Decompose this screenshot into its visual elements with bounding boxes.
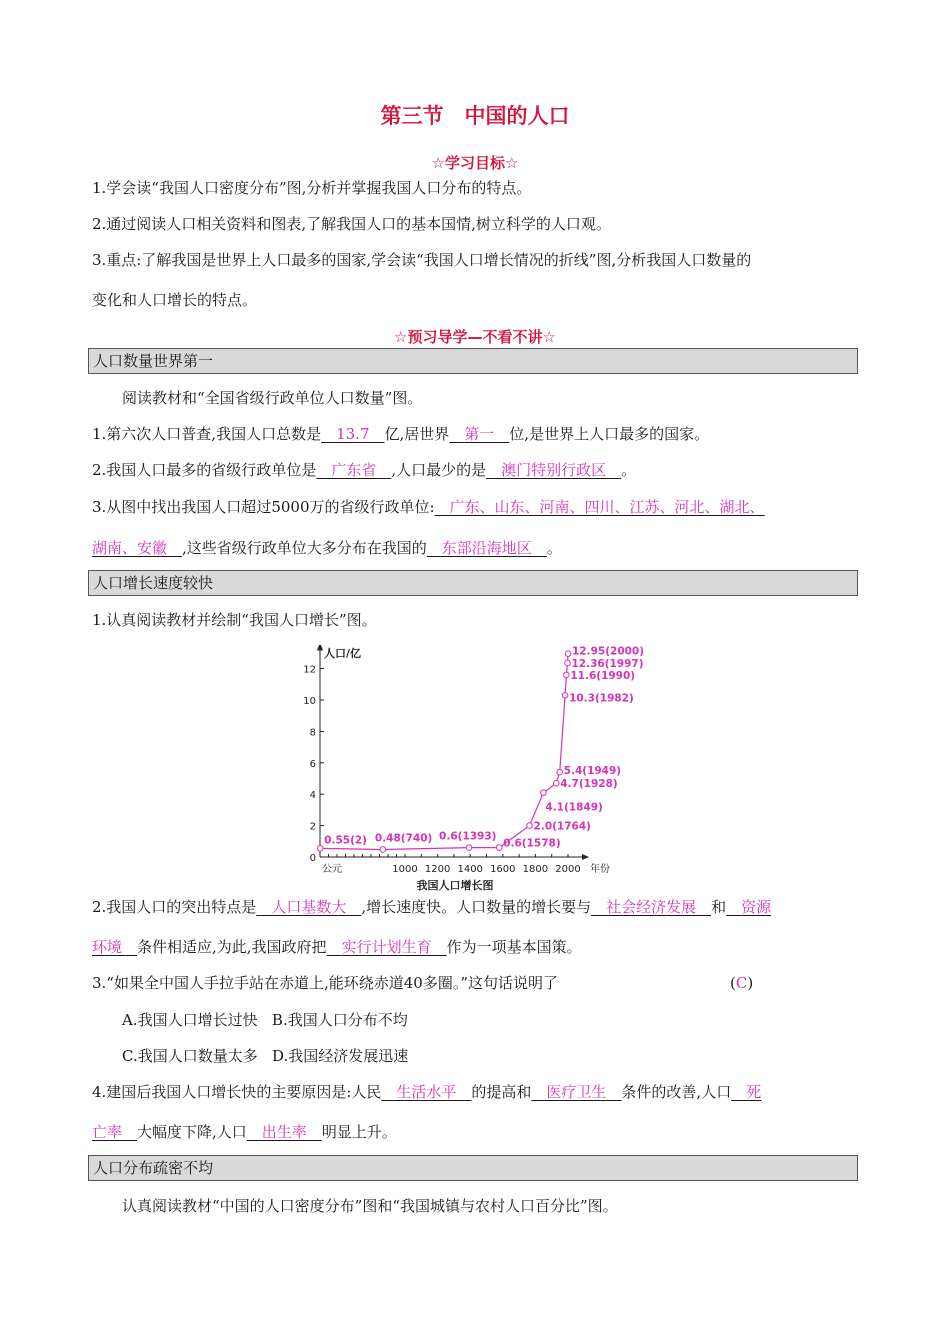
- data-point: [565, 651, 571, 657]
- section2-question-2-cont: [92, 937, 582, 957]
- q-text: ,增长速度快。人口数量的增长要与: [361, 898, 592, 916]
- paren-right: ): [747, 974, 754, 992]
- x-tick-label: 1000: [392, 864, 418, 875]
- answer-blank: 人口基数大: [256, 898, 362, 916]
- section1-question-1: [92, 424, 709, 444]
- answer-blank: 13.7: [321, 425, 385, 443]
- goal-3-cont: 变化和人口增长的特点。: [92, 291, 258, 309]
- y-tick-label: 8: [309, 727, 316, 739]
- section-bar-population-distribution: 人口分布疏密不均: [88, 1155, 858, 1181]
- q-text: 的提高和: [471, 1083, 532, 1101]
- q-text: ,这些省级行政单位大多分布在我国的: [182, 539, 427, 557]
- section1-question-2: [92, 460, 636, 480]
- answer-blank: 广东省: [316, 461, 392, 479]
- section1-question-3: [92, 497, 765, 517]
- data-label: 2.0(1764): [533, 820, 591, 833]
- answer-blank: 广东、山东、河南、四川、江苏、河北、湖北、: [434, 498, 765, 516]
- q-text: 。: [621, 461, 637, 479]
- choice-answer-letter: C: [735, 974, 748, 992]
- data-point: [564, 672, 570, 678]
- answer-blank: 实行计划生育: [326, 938, 447, 956]
- q-text: 2.我国人口最多的省级行政单位是: [92, 461, 317, 479]
- data-label: 12.36(1997): [571, 657, 644, 670]
- data-label: 10.3(1982): [569, 692, 634, 705]
- data-label: 0.48(740): [374, 832, 433, 845]
- y-tick-label: 10: [303, 696, 316, 707]
- answer-blank: 澳门特别行政区: [486, 461, 622, 479]
- x-tick-label: 1800: [522, 864, 549, 875]
- y-axis-label: 人口/亿: [324, 647, 362, 660]
- data-label: 0.55(2): [324, 834, 367, 847]
- data-point: [553, 780, 559, 786]
- y-tick-label: 0: [309, 853, 316, 864]
- section2-question-3: 3.“如果全中国人手拉手站在赤道上,能环绕赤道40多圈。”这句话说明了: [92, 974, 559, 992]
- q-text: 。: [546, 539, 562, 557]
- answer-blank: 东部沿海地区: [426, 539, 547, 557]
- q-text: 亿,居世界: [384, 425, 450, 443]
- section1-question-3-cont: [92, 538, 562, 558]
- option-a: A.我国人口增长过快: [122, 1011, 258, 1029]
- data-label: 4.1(1849): [545, 801, 603, 814]
- q-text: 4.建国后我国人口增长快的主要原因是:人民: [92, 1083, 382, 1101]
- q-text: 大幅度下降,人口: [137, 1123, 247, 1141]
- data-label: 4.7(1928): [560, 778, 618, 791]
- answer-blank: 生活水平: [381, 1083, 472, 1101]
- answer-blank: 死: [731, 1083, 762, 1101]
- q-text: 明显上升。: [321, 1123, 397, 1141]
- answer-blank: 医疗卫生: [531, 1083, 622, 1101]
- answer-blank: 亡率: [92, 1123, 138, 1141]
- paren-left: (: [730, 974, 736, 992]
- x-tick-label: 2000: [555, 864, 581, 875]
- option-row-1: [122, 1010, 408, 1030]
- q-text: 位,是世界上人口最多的国家。: [509, 425, 710, 443]
- x-origin-label: 公元: [322, 864, 342, 875]
- answer-blank: 第一: [449, 425, 510, 443]
- answer-blank: 环境: [92, 938, 138, 956]
- section2-question-1: 1.认真阅读教材并绘制“我国人口增长”图。: [92, 611, 377, 629]
- data-point: [565, 660, 571, 666]
- q-text: 条件的改善,人口: [621, 1083, 732, 1101]
- data-point: [557, 769, 563, 775]
- answer-blank: 出生率: [246, 1123, 322, 1141]
- q-text: ,人口最少的是: [391, 461, 487, 479]
- x-tick-label: 1400: [457, 864, 483, 875]
- goal-1: 1.学会读“我国人口密度分布”图,分析并掌握我国人口分布的特点。: [92, 179, 532, 197]
- y-tick-label: 12: [303, 664, 316, 676]
- section1-intro: 阅读教材和“全国省级行政单位人口数量”图。: [122, 389, 423, 407]
- option-d: D.我国经济发展迅速: [272, 1047, 409, 1065]
- data-label: 12.95(2000): [572, 645, 645, 658]
- choice-answer: [730, 973, 753, 993]
- answer-blank: 资源: [726, 898, 772, 916]
- x-tick-label: 1600: [490, 864, 516, 875]
- section-bar-population-size: 人口数量世界第一: [88, 348, 858, 374]
- preview-heading: ☆预习导学—不看不讲☆: [394, 328, 556, 346]
- data-label: 0.6(1578): [503, 837, 561, 850]
- x-tick-label: 1200: [424, 864, 451, 875]
- x-axis-label: 年份: [590, 864, 610, 875]
- data-point: [496, 845, 502, 851]
- section3-intro: 认真阅读教材“中国的人口密度分布”图和“我国城镇与农村人口百分比”图。: [122, 1197, 618, 1215]
- goal-3: 3.重点:了解我国是世界上人口最多的国家,学会读“我国人口增长情况的折线”图,分析我国人口数量的: [92, 251, 752, 269]
- data-label: 11.6(1990): [570, 669, 636, 682]
- answer-blank: 社会经济发展: [591, 898, 712, 916]
- option-row-2: [122, 1046, 408, 1066]
- q-text: 和: [711, 898, 727, 916]
- population-growth-chart-svg: [300, 645, 660, 895]
- y-tick-label: 2: [309, 821, 316, 833]
- goal-2: 2.通过阅读人口相关资料和图表,了解我国人口的基本国情,树立科学的人口观。: [92, 215, 611, 233]
- data-point: [380, 847, 386, 853]
- y-axis-arrow: [317, 645, 323, 650]
- data-label: 0.6(1393): [439, 830, 497, 843]
- chart-caption: 我国人口增长图: [416, 879, 494, 892]
- section2-question-4: [92, 1082, 761, 1102]
- section2-question-4-cont: [92, 1122, 397, 1142]
- data-point: [562, 692, 568, 698]
- data-point: [466, 845, 472, 851]
- section-bar-population-growth: 人口增长速度较快: [88, 570, 858, 596]
- q-text: 2.我国人口的突出特点是: [92, 898, 257, 916]
- x-axis-arrow: [582, 854, 589, 860]
- data-label: 5.4(1949): [563, 765, 622, 778]
- y-tick-label: 6: [309, 758, 316, 770]
- learning-goals-heading: ☆学习目标☆: [431, 154, 519, 172]
- population-growth-chart: [300, 645, 660, 895]
- option-b: B.我国人口分布不均: [271, 1011, 408, 1029]
- option-c: C.我国人口数量太多: [122, 1047, 258, 1065]
- data-point: [527, 823, 533, 829]
- q-text: 1.第六次人口普查,我国人口总数是: [92, 425, 322, 443]
- y-tick-label: 4: [309, 790, 316, 802]
- section2-question-2: [92, 897, 771, 917]
- page-title: 第三节 中国的人口: [380, 104, 570, 128]
- q-text: 3.从图中找出我国人口超过5000万的省级行政单位:: [92, 498, 435, 516]
- q-text: 作为一项基本国策。: [446, 938, 582, 956]
- q-text: 条件相适应,为此,我国政府把: [137, 938, 327, 956]
- population-line: [320, 654, 568, 850]
- answer-blank: 湖南、安徽: [92, 539, 183, 557]
- data-point: [541, 790, 547, 796]
- data-point: [317, 846, 323, 852]
